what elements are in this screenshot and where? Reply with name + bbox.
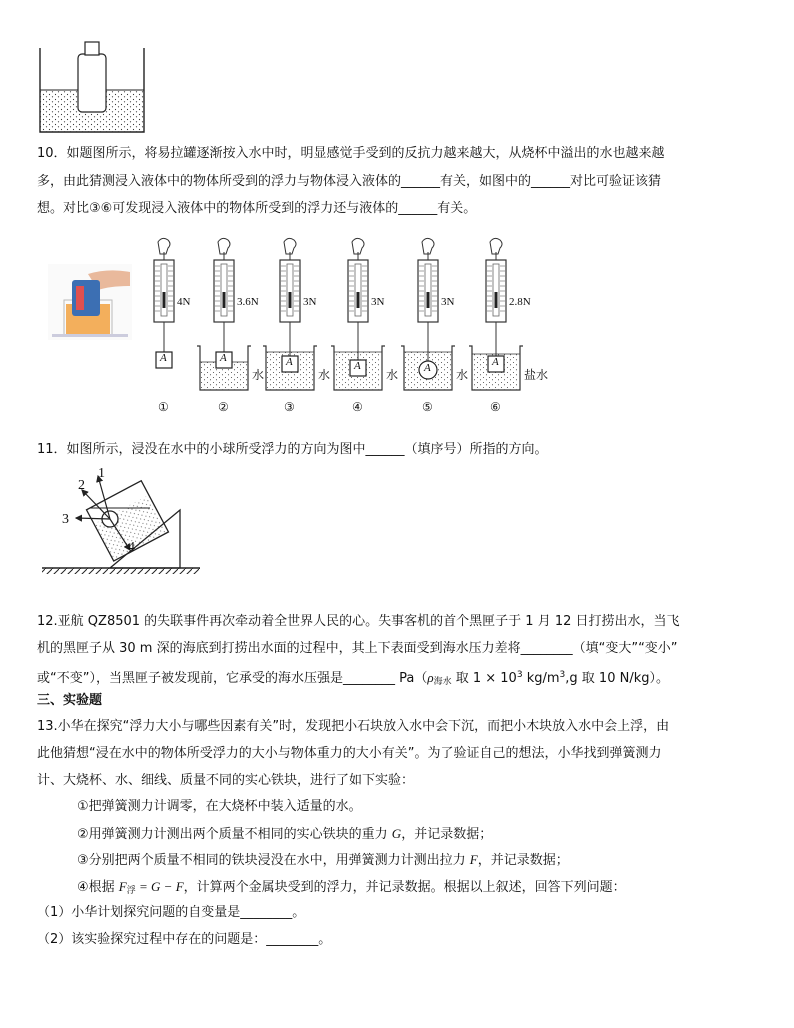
pointer	[223, 292, 226, 308]
figure-number: ⑤	[422, 400, 433, 414]
hand-icon	[490, 238, 502, 254]
q13-step4-b: ，计算两个金属块受到的浮力，并记录数据。根据以上叙述，回答下列问题：	[183, 880, 626, 895]
pointer	[427, 292, 430, 308]
q12-line2: 机的黑匣子从 30 m 深的海底到打捞出水面的过程中，其上下表面受到海水压力差将________（填“变大”“变小”	[37, 641, 678, 656]
q13-step2-a: ②用弹簧测力计测出两个质量不相同的实心铁块的重力	[77, 827, 392, 842]
q13-step4-a: ④根据	[77, 880, 119, 895]
q13-sub1: （1）小华计划探究问题的自变量是________。	[37, 905, 306, 920]
hand-icon	[352, 238, 364, 254]
figure-number: ②	[218, 400, 229, 414]
var-F: F	[469, 852, 478, 867]
pointer	[495, 292, 498, 308]
can-in-beaker-figure	[36, 38, 148, 134]
liquid-label: 水	[252, 368, 265, 382]
q12-line3-b: 取 1 × 10	[451, 671, 517, 686]
rho-subscript: 海水	[433, 677, 452, 687]
reading-label: 2.8N	[509, 296, 531, 308]
liquid-label: 水	[456, 368, 469, 382]
q11-text: 11．如图所示，浸没在水中的小球所受浮力的方向为图中______（填序号）所指的方向。	[37, 442, 548, 457]
formula-eq: = G − F	[135, 879, 184, 894]
hand-icon	[422, 238, 434, 254]
arrow-3	[76, 518, 110, 519]
pointer	[357, 292, 360, 308]
rho-symbol: ρ	[427, 670, 434, 685]
arrow-number-1: 1	[98, 466, 105, 481]
reading-label: 3N	[303, 296, 317, 308]
figure-number: ③	[284, 400, 295, 414]
q12-line3-c: kg/m	[522, 671, 560, 686]
q12-line3-a: 或“不变”），当黑匣子被发现前，它承受的海水压强是________ Pa（	[37, 671, 428, 686]
block-label: A	[492, 356, 499, 368]
q13-step2-b: ，并记录数据；	[401, 827, 493, 842]
q12-line3	[37, 667, 669, 690]
block-label: A	[286, 356, 293, 368]
hand-icon	[284, 238, 296, 254]
pointer	[289, 292, 292, 308]
hand-icon	[158, 238, 170, 254]
q13-line1: 13.小华在探究“浮力大小与哪些因素有关”时，发现把小石块放入水中会下沉，而把小木块放入水中会上浮，由	[37, 719, 670, 734]
q13-step2	[77, 826, 492, 843]
q10-line3: 想。对比③⑥可发现浸入液体中的物体所受到的浮力还与液体的______有关。	[37, 201, 477, 216]
q13-step3-a: ③分别把两个质量不相同的铁块浸没在水中，用弹簧测力计测出拉力	[77, 853, 470, 868]
hand-icon	[218, 238, 230, 254]
q10-line2: 多，由此猜测浸入液体中的物体所受到的浮力与物体浸入液体的______有关，如图中的______对比可验证该猜	[37, 174, 662, 189]
arrow-number-3: 3	[62, 512, 69, 527]
q13-step4	[77, 879, 626, 899]
arrow-4	[110, 519, 130, 550]
q12-exp: 3	[516, 670, 523, 680]
hand-can-photo	[48, 264, 132, 340]
block-label: A	[220, 352, 227, 364]
q13-step3-b: ，并记录数据；	[477, 853, 569, 868]
liquid-label: 盐水	[524, 368, 549, 382]
block-label: A	[354, 360, 361, 372]
formula-F: F	[118, 879, 127, 894]
reading-label: 3N	[371, 296, 385, 308]
q13-line2: 此他猜想“浸在水中的物体所受浮力的大小与物体重力的大小有关”。为了验证自己的想法，小华找到弹簧测力	[37, 746, 662, 761]
liquid-label: 水	[386, 368, 399, 382]
figure-number: ④	[352, 400, 363, 414]
liquid-label: 水	[318, 368, 331, 382]
reading-label: 4N	[177, 296, 191, 308]
q13-step3	[77, 852, 569, 869]
block-label: A	[424, 362, 431, 374]
section-heading: 三、实验题	[37, 693, 103, 708]
q12-exp2: 3	[559, 670, 566, 680]
arrow-number-2: 2	[78, 478, 85, 493]
reading-label: 3N	[441, 296, 455, 308]
q13-sub2: （2）该实验探究过程中存在的问题是：________。	[37, 932, 332, 947]
q12-line3-d: ,g 取 10 N/kg）。	[565, 671, 669, 686]
q10-line1: 10．如题图所示，将易拉罐逐渐按入水中时，明显感觉手受到的反抗力越来越大，从烧杯中溢出的水也越来越	[37, 146, 665, 161]
pointer	[163, 292, 166, 308]
q13-line3: 计、大烧杯、水、细线、质量不同的实心铁块，进行了如下实验：	[37, 773, 415, 788]
figure-number: ①	[158, 400, 169, 414]
reading-label: 3.6N	[237, 296, 259, 308]
q13-step1: ①把弹簧测力计调零，在大烧杯中装入适量的水。	[77, 799, 362, 814]
formula-sub: 浮	[126, 886, 136, 896]
arrow-number-4: 4	[128, 540, 135, 555]
spring-balance-figure	[140, 236, 560, 420]
var-G: G	[391, 826, 402, 841]
block-label: A	[160, 352, 167, 364]
q12-line1: 12.亚航 QZ8501 的失联事件再次牵动着全世界人民的心。失事客机的首个黑匣子于 1 月 12 日打捞出水，当飞	[37, 614, 680, 629]
figure-number: ⑥	[490, 400, 501, 414]
